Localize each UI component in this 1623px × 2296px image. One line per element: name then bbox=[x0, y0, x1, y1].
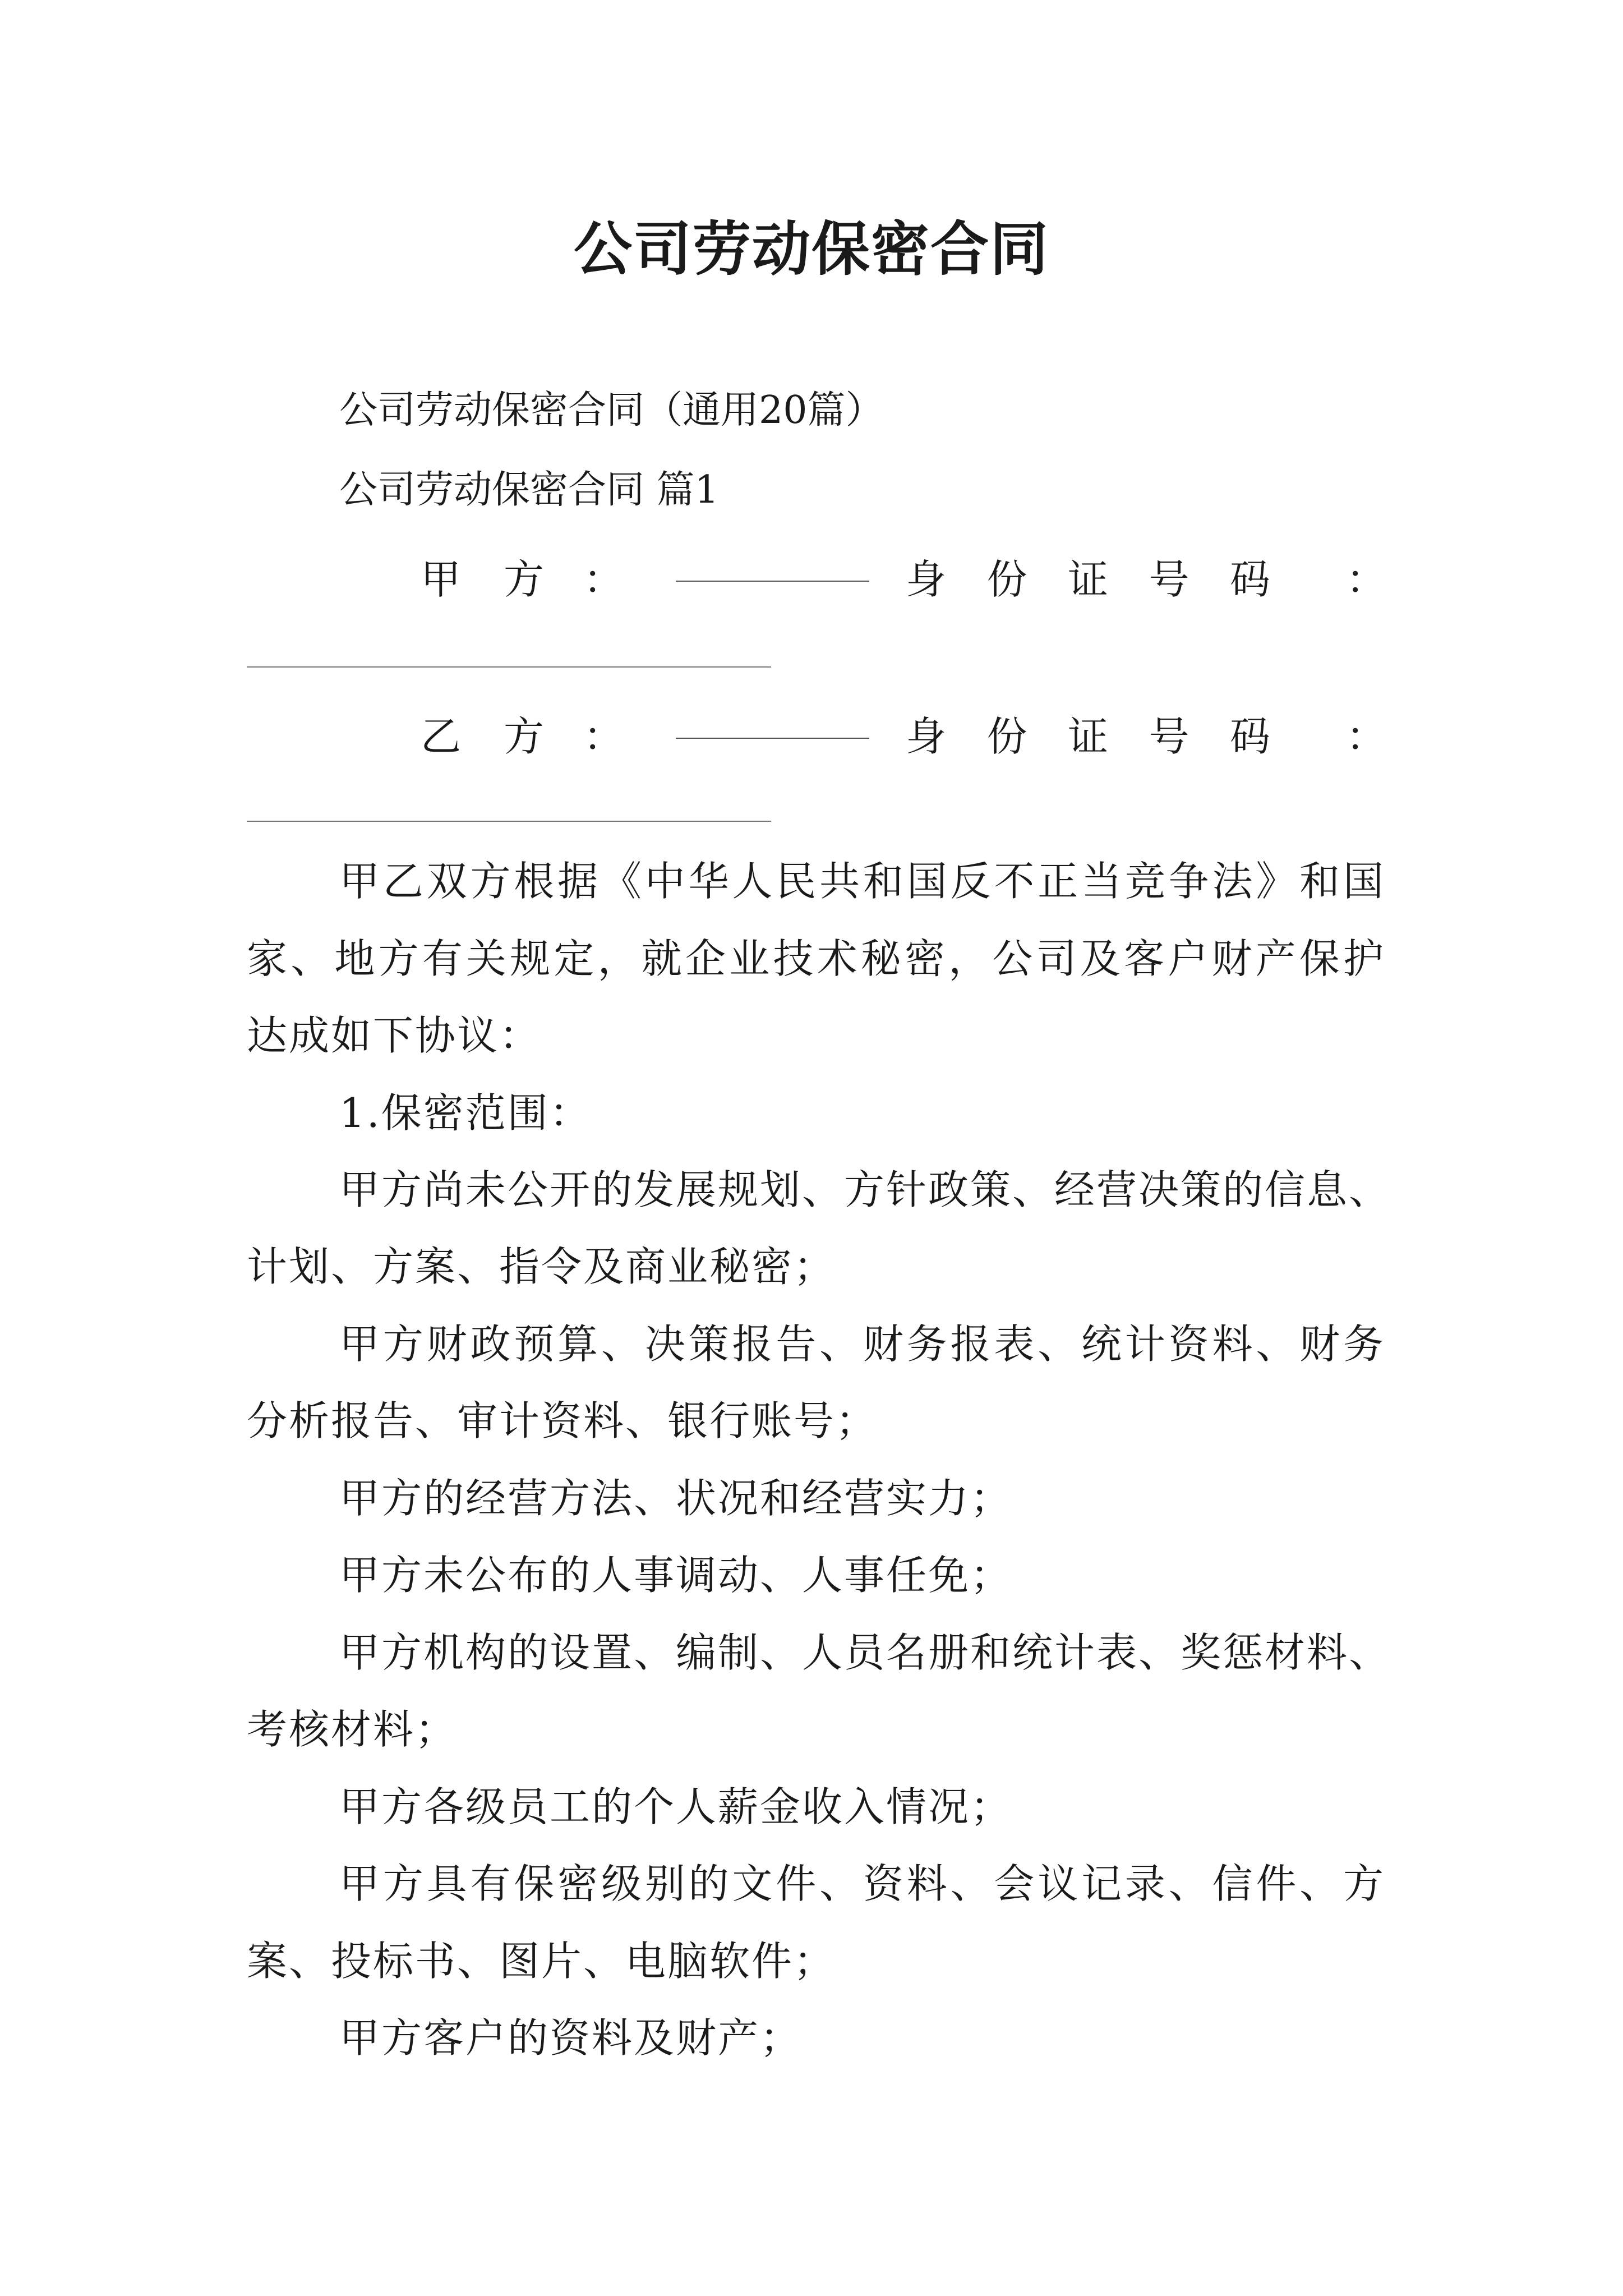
party-b-row bbox=[247, 704, 1387, 760]
party-a-colon: ： bbox=[583, 556, 624, 603]
party-a-name-blank bbox=[676, 581, 869, 582]
party-a-row bbox=[247, 547, 1387, 603]
section-heading: 公司劳动保密合同 篇1 bbox=[339, 468, 719, 512]
paragraph-line: 甲乙双方根据《中华人民共和国反不正当竞争法》和国 bbox=[339, 858, 1385, 905]
paragraph-line: 甲方尚未公开的发展规划、方针政策、经营决策的信息、 bbox=[339, 1166, 1391, 1213]
paragraph-line: 甲方财政预算、决策报告、财务报表、统计资料、财务 bbox=[339, 1320, 1385, 1368]
paragraph-line: 案、投标书、图片、电脑软件； bbox=[247, 1938, 836, 1985]
party-a-id-label: 身份证号码 bbox=[906, 556, 1270, 603]
party-b-id-label: 身份证号码 bbox=[906, 713, 1270, 760]
party-b-colon: ： bbox=[583, 713, 624, 760]
paragraph-line: 分析报告、审计资料、银行账号； bbox=[247, 1397, 878, 1444]
document-subtitle: 公司劳动保密合同（通用20篇） bbox=[339, 388, 884, 432]
party-a-label: 甲方 bbox=[421, 556, 544, 603]
party-b-id-colon: ： bbox=[1346, 713, 1387, 760]
paragraph-line: 考核材料； bbox=[247, 1706, 458, 1753]
document-title: 公司劳动保密合同 bbox=[573, 215, 1049, 283]
party-b-label: 乙方 bbox=[421, 713, 544, 760]
party-b-name-blank bbox=[676, 738, 869, 739]
party-a-id-colon: ： bbox=[1346, 556, 1387, 603]
party-b-id-blank bbox=[247, 821, 771, 822]
paragraph-line: 计划、方案、指令及商业秘密； bbox=[247, 1243, 836, 1290]
paragraph-line: 达成如下协议： bbox=[247, 1012, 542, 1059]
paragraph-line: 甲方客户的资料及财产； bbox=[339, 2014, 803, 2062]
party-a-id-blank bbox=[247, 666, 771, 668]
paragraph-line: 甲方的经营方法、状况和经营实力； bbox=[339, 1475, 1013, 1522]
paragraph-line: 甲方各级员工的个人薪金收入情况； bbox=[339, 1783, 1013, 1830]
paragraph-line: 甲方未公布的人事调动、人事任免； bbox=[339, 1552, 1013, 1599]
paragraph-line: 甲方机构的设置、编制、人员名册和统计表、奖惩材料、 bbox=[339, 1629, 1391, 1676]
paragraph-line: 1.保密范围： bbox=[339, 1089, 592, 1137]
paragraph-line: 家、地方有关规定，就企业技术秘密，公司及客户财产保护 bbox=[247, 935, 1385, 982]
paragraph-line: 甲方具有保密级别的文件、资料、会议记录、信件、方 bbox=[339, 1860, 1385, 1907]
